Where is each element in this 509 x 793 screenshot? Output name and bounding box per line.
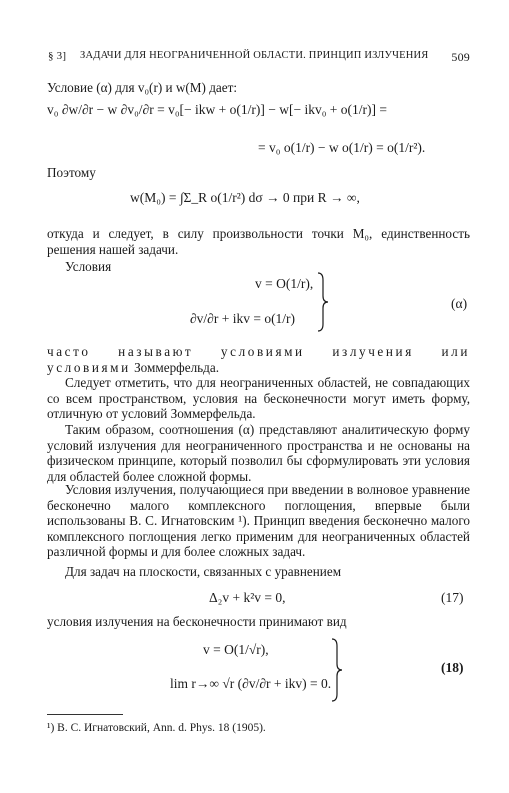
paragraph-absorption: Условия излучения, получающиеся при введении в волновое уравнение бесконечно малого комплексного поглощения, впервые были использованы В. С. Игнатовским ¹). Принцип введения бесконечно малого комплексного поглощения легко применим для неограниченных областей различной формы и для более сложных задач. <box>47 482 470 559</box>
paragraph-note: Следует отметить, что для неограниченных областей, не совпадающих со всем пространством, условия на бесконечности могут иметь форму, отличную от условий Зоммерфельда. <box>47 375 470 421</box>
right-brace <box>316 272 330 332</box>
equation-1-line-1: v₀ ∂w/∂r − w ∂v₀/∂r = v₀[− ikw + o(1/r)] − w[− ikv₀ + o(1/r)] = <box>47 102 387 117</box>
paragraph-therefore: Поэтому <box>47 165 96 180</box>
equation-1-line-2: = v₀ o(1/r) − w o(1/r) = o(1/r²). <box>258 140 426 155</box>
equation-alpha-line-2: ∂v/∂r + ikv = o(1/r) <box>190 311 296 326</box>
section-mark: § 3] <box>48 50 67 62</box>
paragraph-plane-problems: Для задач на плоскости, связанных с уравнением <box>65 564 342 579</box>
footnote-rule <box>47 714 123 715</box>
paragraph-sommerfeld-end: Зоммерфельда. <box>134 359 220 375</box>
paragraph-sommerfeld <box>47 344 470 375</box>
equation-17: Δ₂v + k²v = 0, <box>209 590 286 605</box>
running-title: ЗАДАЧИ ДЛЯ НЕОГРАНИЧЕННОЙ ОБЛАСТИ. ПРИНЦИП ИЗЛУЧЕНИЯ <box>80 50 429 61</box>
paragraph-analytic-form: Таким образом, соотношения (α) представляют аналитическую форму условий излучения для неограниченного пространства и не основаны на физическом принципе, который позволил бы сформулировать эти условия для областей более сложной формы. <box>47 422 470 484</box>
page-number: 509 <box>451 50 470 64</box>
equation-label-17: (17) <box>441 590 464 605</box>
paragraph-radiation-form: условия излучения на бесконечности принимают вид <box>47 614 347 629</box>
equation-18-line-2: lim r→∞ √r (∂v/∂r + ikv) = 0. <box>170 676 332 691</box>
right-brace-18 <box>330 638 344 702</box>
equation-18-line-1: v = O(1/√r), <box>203 642 269 657</box>
paragraph-condition: Условие (α) для v₀(r) и w(M) дает: <box>47 80 238 95</box>
equation-label-18: (18) <box>441 660 464 675</box>
paragraph-conditions: Условия <box>65 259 112 274</box>
equation-2: w(M₀) = ∫Σ_R o(1/r²) dσ → 0 при R → ∞, <box>130 190 360 205</box>
spaced-text: часто называют условиями излучения или условиями <box>47 344 470 375</box>
paragraph-uniqueness: откуда и следует, в силу произвольности точки M₀, единственность решения нашей задачи. <box>47 226 470 257</box>
equation-label-alpha: (α) <box>451 296 468 311</box>
footnote: ¹) В. С. Игнатовский, Ann. d. Phys. 18 (1905). <box>47 722 266 734</box>
running-header <box>48 50 470 66</box>
equation-alpha-line-1: v = O(1/r), <box>255 276 314 291</box>
